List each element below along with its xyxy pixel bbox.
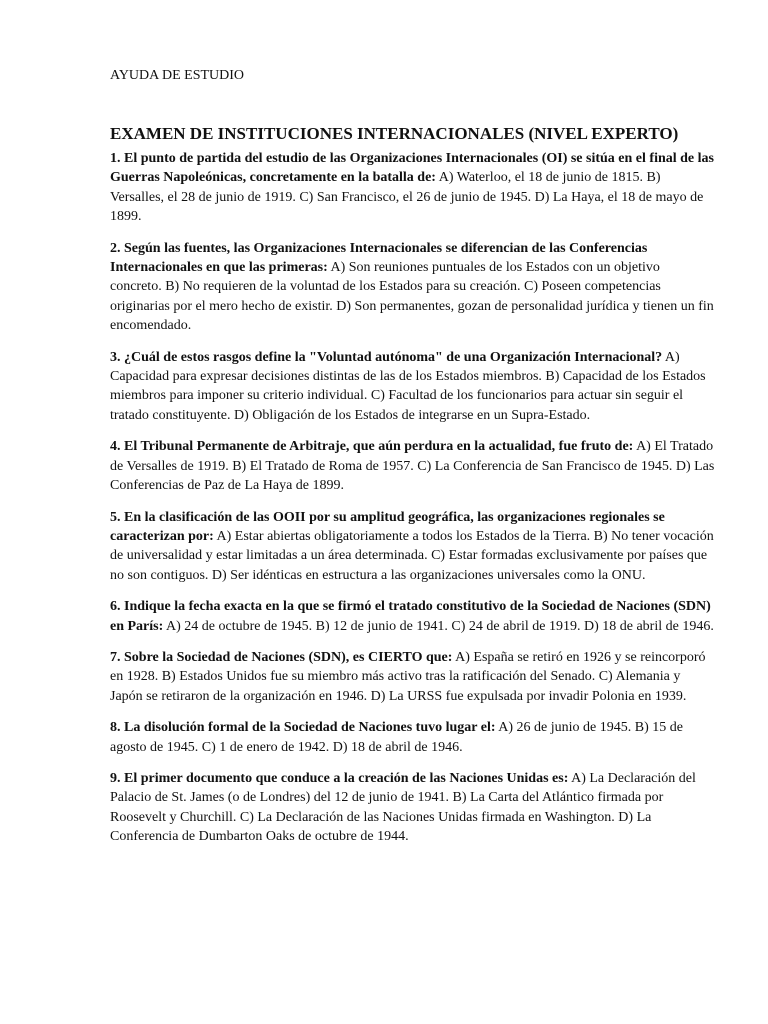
- question-prompt: 3. ¿Cuál de estos rasgos define la "Voluntad autónoma" de una Organización Internacional?: [110, 349, 663, 365]
- question-prompt: 7. Sobre la Sociedad de Naciones (SDN), es CIERTO que:: [110, 649, 453, 665]
- question-options: A) España se retiró en 1926 y se reincorporó en 1928. B) Estados Unidos fue su miembro más activo tras la ratificación del Senado. C) Alemania y Japón se retiraron de la organización en 1946. D) La URSS fue expulsada por invadir Polonia en 1939.: [110, 649, 706, 704]
- document-title: EXAMEN DE INSTITUCIONES INTERNACIONALES (NIVEL EXPERTO): [110, 124, 679, 143]
- question-prompt: 1. El punto de partida del estudio de las Organizaciones Internacionales (OI) se sitúa en el final de las Guerras Napoleónicas, concretamente en la batalla de:: [110, 151, 714, 186]
- question-prompt: 6. Indique la fecha exacta en la que se firmó el tratado constitutivo de la Sociedad de Naciones (SDN) en París:: [110, 599, 711, 634]
- question-prompt: 9. El primer documento que conduce a la creación de las Naciones Unidas es:: [110, 770, 569, 786]
- question-1: [110, 149, 715, 227]
- question-3: [110, 348, 715, 426]
- question-8: [110, 718, 715, 757]
- question-prompt: 2. Según las fuentes, las Organizaciones Internacionales se diferencian de las Conferencias Internacionales en que las primeras:: [110, 240, 648, 276]
- question-options: A) El Tratado de Versalles de 1919. B) El Tratado de Roma de 1957. C) La Conferencia de San Francisco de 1945. D) Las Conferencias de Paz de La Haya de 1899.: [110, 439, 715, 494]
- question-prompt: 5. En la clasificación de las OOII por su amplitud geográfica, las organizaciones regionales se caracterizan por:: [110, 509, 665, 544]
- question-options: A) Estar abiertas obligatoriamente a todos los Estados de la Tierra. B) No tener vocación de universalidad y estar limitadas a un área determinada. C) Estar formadas exclusivamente por países que no son contiguos. D) Ser idénticas en estructura a las organizaciones universales como la ONU.: [110, 528, 714, 583]
- question-options: A) Capacidad para expresar decisiones distintas de las de los Estados miembros. B) Capacidad de los Estados miembros para imponer su criterio individual. C) Facultad de los funcionarios para actuar sin seguir el tratado constituyente. D) Obligación de los Estados de integrarse en un Supra-Estado.: [110, 349, 706, 423]
- question-options: A) Son reuniones puntuales de los Estados con un objetivo concreto. B) No requieren de la voluntad de los Estados para su creación. C) Poseen competencias originarias por el mero hecho de existir. D) Son permanentes, gozan de personalidad jurídica y tienen un fin encomendado.: [110, 260, 714, 334]
- question-prompt: 4. El Tribunal Permanente de Arbitraje, que aún perdura en la actualidad, fue fruto de:: [110, 439, 634, 455]
- question-options: A) Waterloo, el 18 de junio de 1815. B) Versalles, el 28 de junio de 1919. C) San Francisco, el 26 de junio de 1945. D) La Haya, el 18 de mayo de 1899.: [110, 170, 704, 225]
- question-9: [110, 769, 715, 847]
- question-prompt: 8. La disolución formal de la Sociedad de Naciones tuvo lugar el:: [110, 720, 496, 736]
- document-page: [110, 67, 715, 859]
- question-options: A) 24 de octubre de 1945. B) 12 de junio de 1941. C) 24 de abril de 1919. D) 18 de abril de 1946.: [166, 618, 714, 634]
- question-4: [110, 437, 715, 495]
- question-options: A) La Declaración del Palacio de St. James (o de Londres) del 12 de junio de 1941. B) La Carta del Atlántico firmada por Roosevelt y Churchill. C) La Declaración de las Naciones Unidas firmada en Washington. D) La Conferencia de Dumbarton Oaks de octubre de 1944.: [110, 770, 696, 845]
- question-7: [110, 648, 715, 706]
- header-label: AYUDA DE ESTUDIO: [110, 68, 245, 83]
- question-6: [110, 597, 715, 636]
- question-options: A) 26 de junio de 1945. B) 15 de agosto de 1945. C) 1 de enero de 1942. D) 18 de abril de 1946.: [110, 720, 683, 755]
- question-2: [110, 239, 715, 336]
- question-5: [110, 508, 715, 586]
